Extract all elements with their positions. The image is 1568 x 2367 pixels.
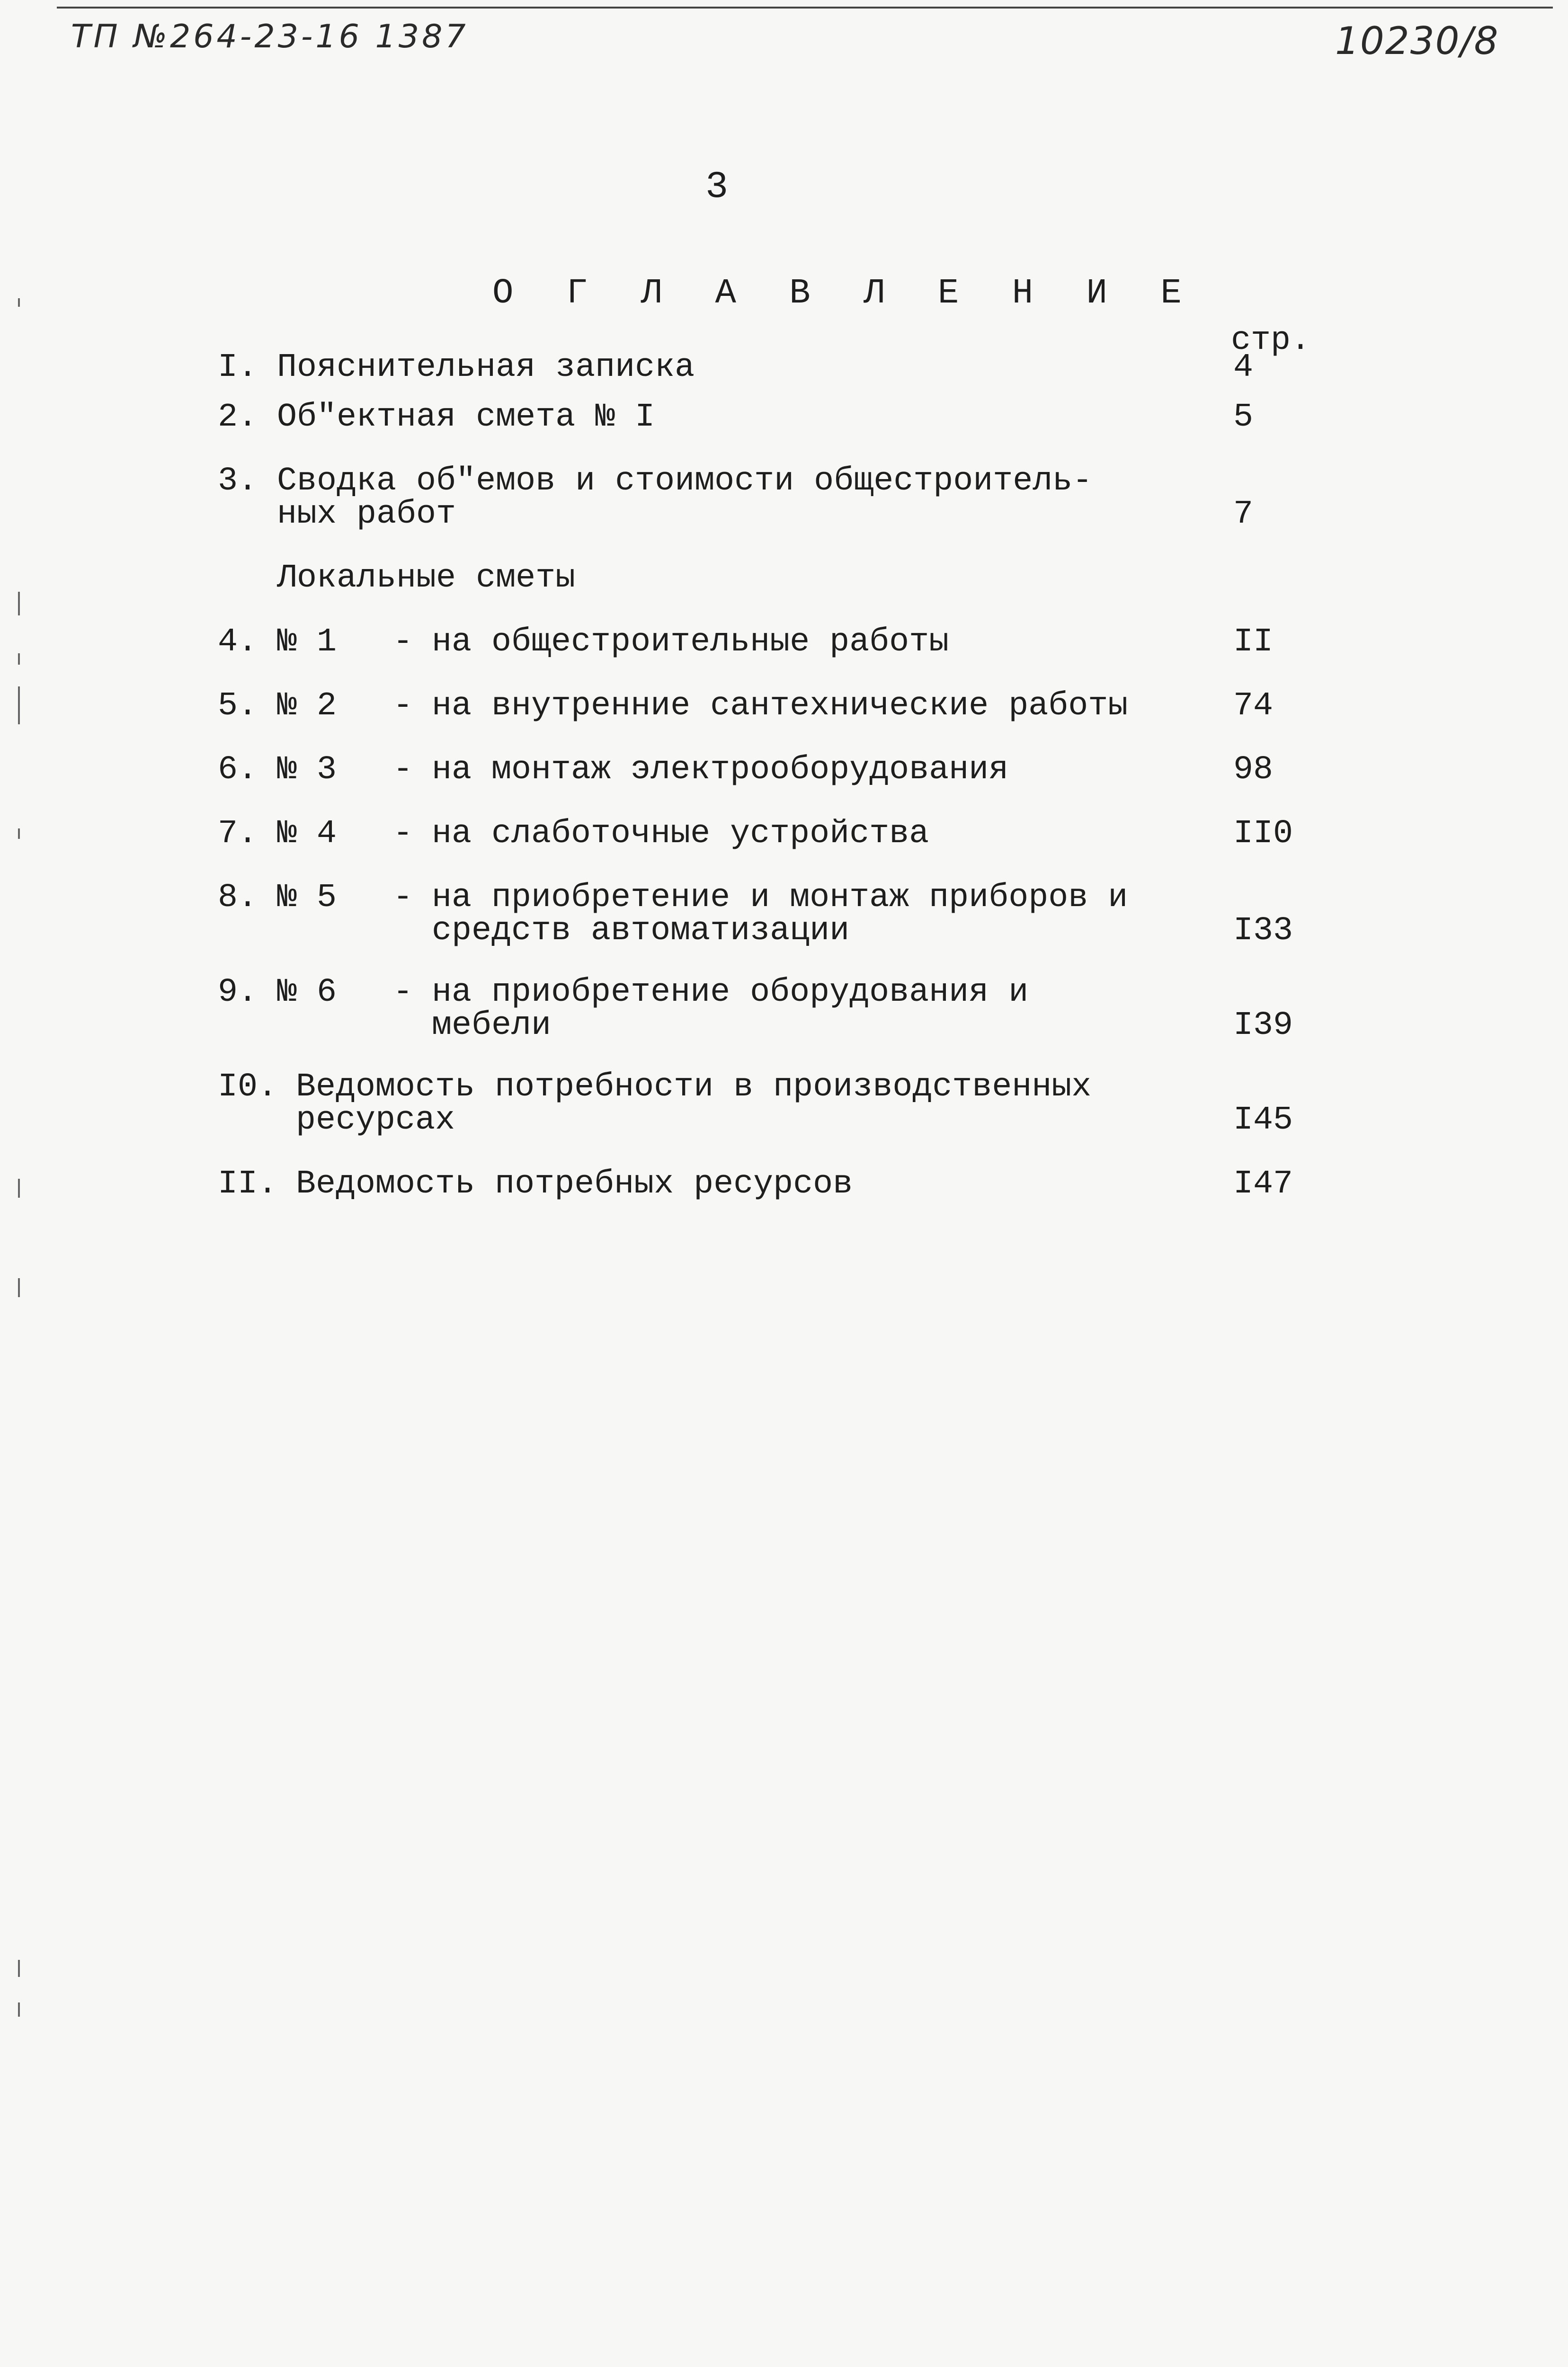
entry-text-line: на приобретение оборудования и — [432, 974, 1029, 1011]
margin-mark — [18, 1179, 20, 1198]
entry-dash: - — [393, 974, 413, 1011]
entry-number: I. — [218, 349, 258, 386]
entry-text: на монтаж электрооборудования — [432, 751, 1009, 789]
entry-page: 7 — [1233, 496, 1254, 533]
top-border-line — [57, 7, 1553, 9]
entry-text-line: Сводка об"емов и стоимости общестроитель- — [277, 463, 1093, 500]
entry-number: 2. — [218, 399, 258, 436]
entry-page: II0 — [1233, 815, 1293, 853]
handwritten-inventory-number: 10230/8 — [1335, 19, 1499, 63]
entry-label: № 3 — [277, 751, 337, 789]
entry-number: 4. — [218, 623, 258, 661]
entry-text: на общестроительные работы — [432, 623, 949, 661]
entry-label: № 5 — [277, 879, 337, 917]
entry-text: Об"ектная смета № I — [277, 399, 655, 436]
entry-number: 6. — [218, 751, 258, 789]
entry-number: 5. — [218, 687, 258, 725]
entry-text: Пояснительная записка — [277, 349, 695, 386]
entry-dash: - — [393, 687, 413, 725]
entry-page: 5 — [1233, 399, 1254, 436]
entry-number: I0. — [218, 1068, 278, 1106]
entry-text: Ведомость потребных ресурсов — [296, 1166, 853, 1203]
entry-label: № 2 — [277, 687, 337, 725]
entry-text-line: средств автоматизации — [432, 912, 850, 950]
page-column-header: стр. — [1231, 322, 1311, 359]
entry-text-line: Ведомость потребности в производственных — [296, 1068, 1092, 1106]
entry-text-line: ресурсах — [296, 1102, 455, 1139]
entry-page: 98 — [1233, 751, 1274, 789]
entry-dash: - — [393, 623, 413, 661]
margin-mark — [18, 686, 20, 724]
entry-page: I39 — [1233, 1007, 1293, 1044]
entry-text: на слаботочные устройства — [432, 815, 929, 853]
margin-mark — [18, 828, 20, 839]
page-number: 3 — [705, 166, 729, 209]
section-heading: Локальные сметы — [277, 560, 576, 597]
margin-mark — [18, 653, 20, 665]
entry-page: I47 — [1233, 1166, 1293, 1203]
entry-label: № 1 — [277, 623, 337, 661]
entry-dash: - — [393, 879, 413, 917]
entry-text-line: на приобретение и монтаж приборов и — [432, 879, 1128, 917]
entry-dash: - — [393, 815, 413, 853]
entry-number: 9. — [218, 974, 258, 1011]
entry-number: 8. — [218, 879, 258, 917]
margin-mark — [18, 2002, 20, 2017]
entry-number: 3. — [218, 463, 258, 500]
entry-label: № 4 — [277, 815, 337, 853]
margin-mark — [18, 1960, 20, 1977]
entry-number: II. — [218, 1166, 278, 1203]
margin-mark — [18, 298, 20, 307]
entry-page: II — [1233, 623, 1274, 661]
margin-mark — [18, 592, 20, 615]
entry-page: 4 — [1233, 349, 1254, 386]
entry-text-line: ных работ — [277, 496, 456, 533]
entry-number: 7. — [218, 815, 258, 853]
entry-label: № 6 — [277, 974, 337, 1011]
entry-dash: - — [393, 751, 413, 789]
entry-page: I45 — [1233, 1102, 1293, 1139]
entry-text: на внутренние сантехнические работы — [432, 687, 1128, 725]
handwritten-reference: ТП №264-23-16 1387 — [71, 18, 469, 55]
entry-page: 74 — [1233, 687, 1274, 725]
entry-page: I33 — [1233, 912, 1293, 950]
margin-mark — [18, 1278, 20, 1297]
toc-title: О Г Л А В Л Е Н И Е — [492, 274, 1198, 313]
entry-text-line: мебели — [432, 1007, 552, 1044]
